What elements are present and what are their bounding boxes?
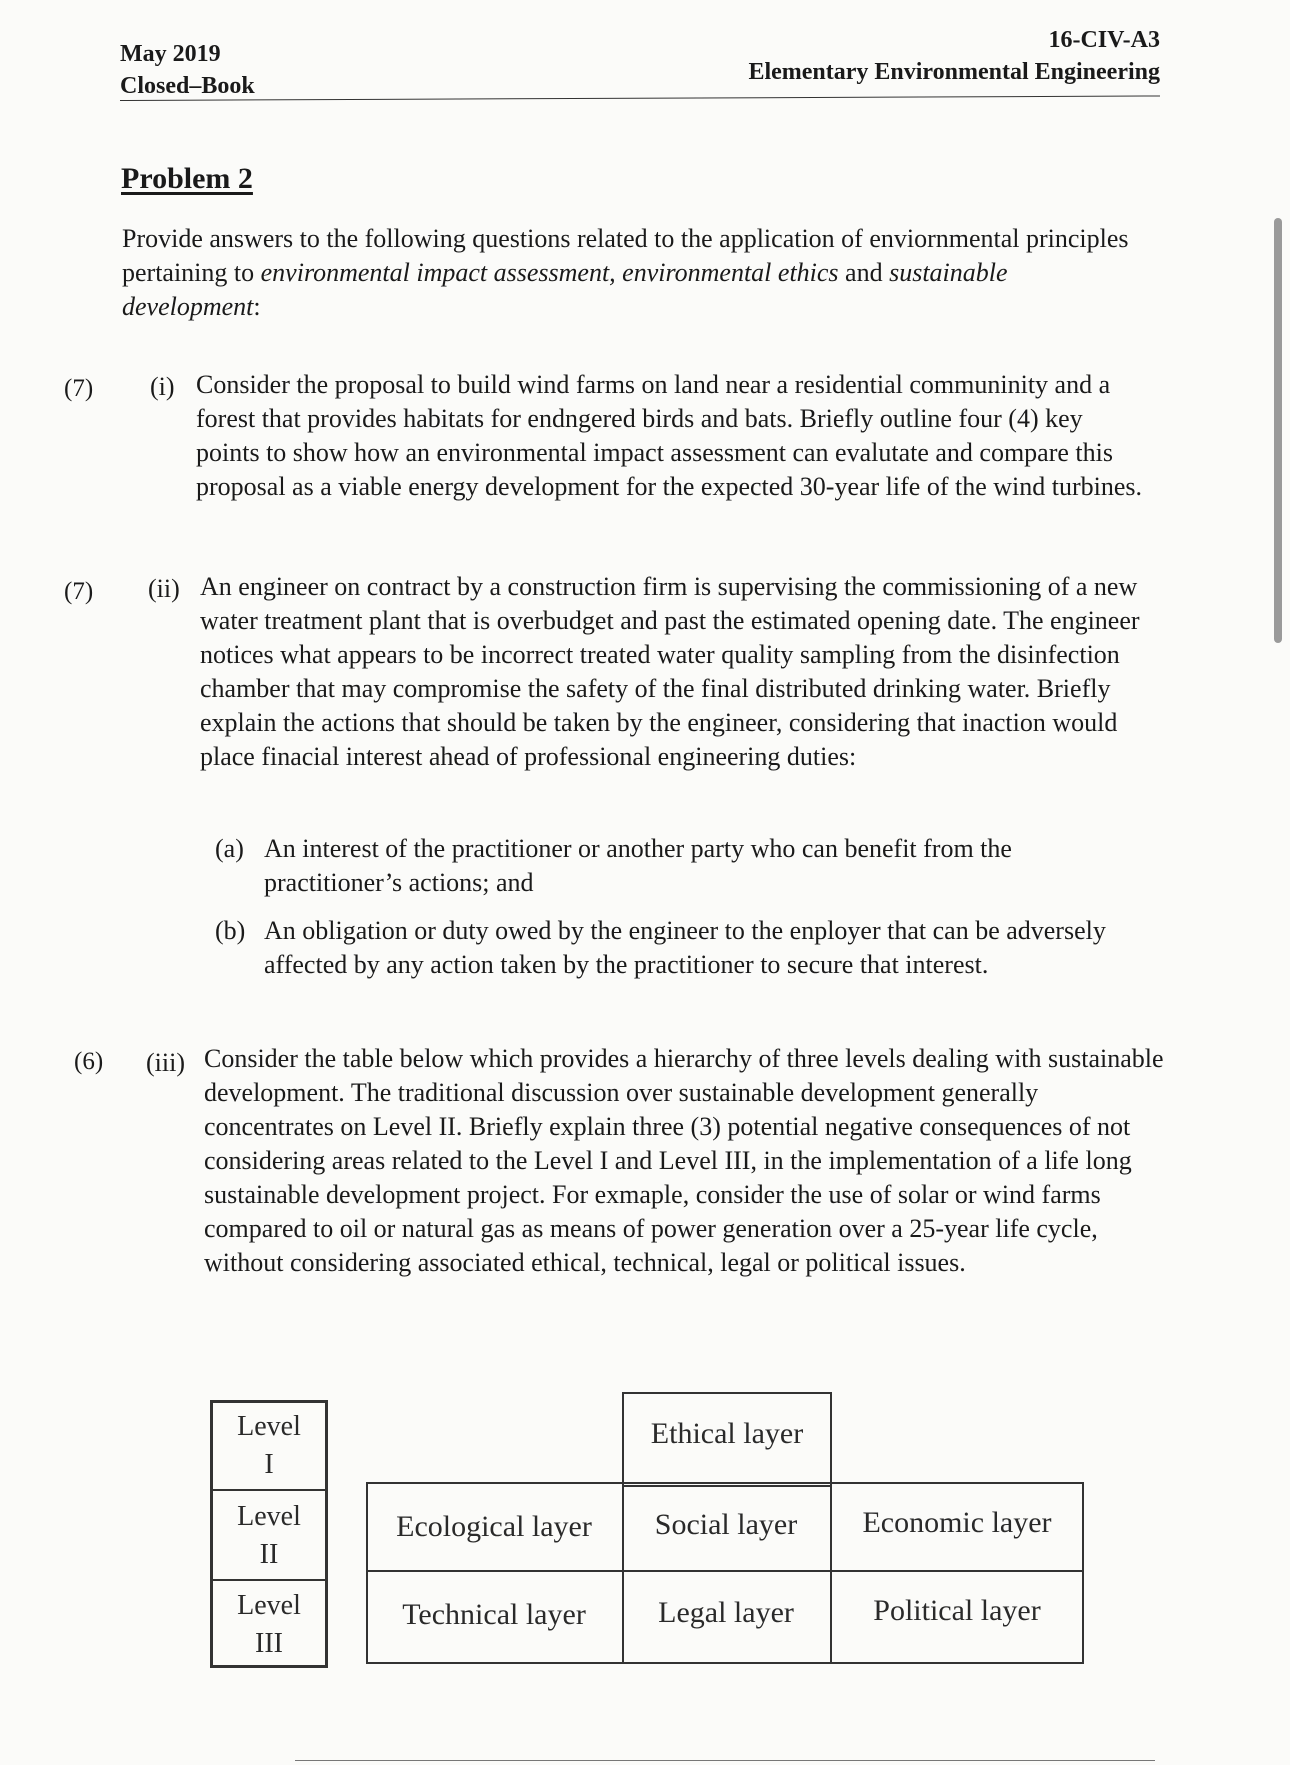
question-text: An engineer on contract by a construction firm is supervising the commissioning of a new water treatment plant that is overbudget and past the estimated opening date. The engineer notices what appears to be incorrect treated water quality sampling from the disinfection chamber that may compromise the safety of the final distributed drinking water. Briefly explain the actions that should be taken by the engineer, considering that inaction would place finacial interest ahead of professional engineering duties:	[200, 572, 1140, 771]
subquestion-text: An obligation or duty owed by the engineer to the enployer that can be adversely affected by any action taken by the practitioner to secure that interest.	[264, 916, 1106, 979]
intro-emphasis-2: sustainable development	[122, 258, 1008, 321]
social-layer-label: Social layer	[654, 1508, 798, 1541]
subquestion-text: An interest of the practitioner or another party who can benefit from the practitioner’s actions; and	[264, 834, 1012, 897]
header-left	[120, 38, 255, 102]
problem-title: Problem 2	[121, 162, 253, 195]
subquestion-label: (a)	[215, 834, 244, 863]
question-number: (ii)	[148, 574, 180, 603]
ecological-layer-label: Ecological layer	[396, 1510, 592, 1543]
table-divider	[213, 1579, 325, 1581]
subquestion-label: (b)	[215, 916, 246, 945]
exam-mode: Closed–Book	[120, 73, 255, 99]
ethical-layer-label: Ethical layer	[650, 1417, 804, 1450]
intro-text-2: and	[838, 258, 890, 287]
question-marks: (7)	[64, 375, 94, 402]
grid-line	[366, 1570, 1084, 1572]
intro-text-3: :	[253, 292, 261, 321]
level-table	[210, 1400, 328, 1668]
course-title: Elementary Environmental Engineering	[748, 59, 1160, 85]
exam-date: May 2019	[120, 41, 221, 67]
level-word: Level	[237, 1501, 301, 1532]
level-word: Level	[237, 1411, 301, 1442]
technical-layer-label: Technical layer	[402, 1598, 586, 1631]
footer-divider	[295, 1760, 1155, 1761]
intro-emphasis-1: environmental impact assessment, environmental ethics	[260, 258, 839, 287]
header-divider	[120, 95, 1160, 101]
level-cell	[213, 1408, 325, 1484]
question-text: Consider the table below which provides a hierarchy of three levels dealing with sustainable development. The traditional discussion over sustainable development generally concentrates on Level II. Briefly explain three (3) potential negative consequences of not considering areas related to the Level I and Level III, in the implementation of a life long sustainable development project. For exmaple, consider the use of solar or wind farms compared to oil or natural gas as means of power generation over a 25-year life cycle, without considering associated ethical, technical, legal or political issues.	[204, 1044, 1164, 1277]
question-text: Consider the proposal to build wind farms on land near a residential communinity and a forest that provides habitats for endngered birds and bats. Briefly outline four (4) key points to show how an environmental impact assessment can evalutate and compare this proposal as a viable energy development for the expected 30-year life of the wind turbines.	[196, 370, 1143, 501]
header-right	[748, 24, 1160, 88]
question-number: (iii)	[146, 1048, 185, 1077]
question-marks: (6)	[74, 1048, 104, 1075]
political-layer-label: Political layer	[873, 1594, 1041, 1627]
problem-intro	[122, 222, 1132, 324]
question-marks: (7)	[64, 578, 94, 605]
legal-layer-label: Legal layer	[658, 1596, 794, 1629]
level-number: III	[255, 1628, 283, 1659]
economic-layer-label: Economic layer	[862, 1506, 1052, 1539]
level-number: I	[264, 1449, 274, 1480]
table-divider	[213, 1489, 325, 1491]
intro-text-1: Provide answers to the following questions related to the application of enviornmental principles pertaining to	[122, 224, 1129, 287]
level-word: Level	[237, 1590, 301, 1621]
level-cell	[213, 1498, 325, 1574]
question-number: (i)	[150, 372, 175, 401]
level-number: II	[259, 1539, 279, 1570]
scrollbar[interactable]	[1274, 218, 1282, 643]
course-code: 16-CIV-A3	[1048, 27, 1160, 53]
level-cell	[213, 1587, 325, 1663]
